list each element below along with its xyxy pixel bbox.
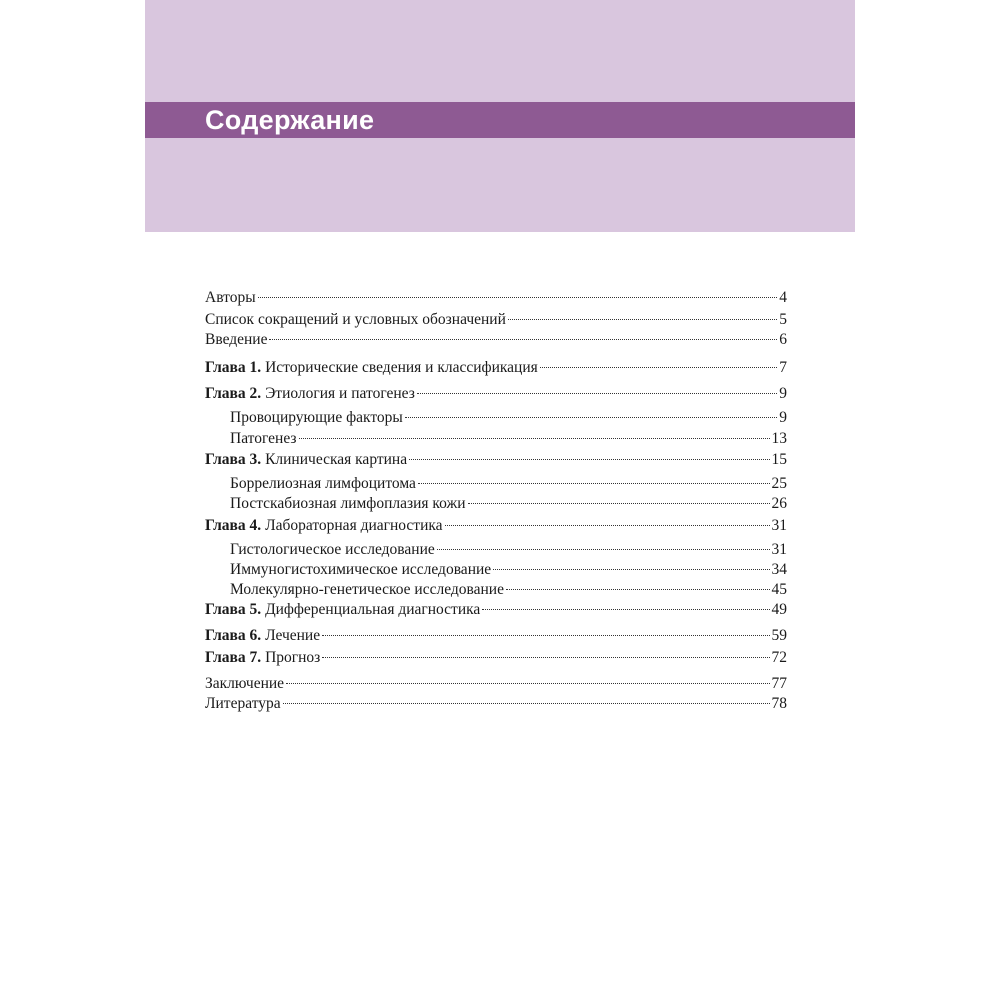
- book-page: [145, 0, 855, 1000]
- toc-page-number: 34: [771, 561, 787, 578]
- toc-label: [205, 384, 415, 404]
- toc-page-number: 31: [771, 541, 787, 558]
- toc-page-number: 4: [779, 289, 787, 306]
- toc-label: [205, 626, 320, 646]
- leader-dots: [409, 458, 769, 460]
- toc-page-number: 77: [771, 675, 787, 692]
- leader-dots: [286, 682, 769, 684]
- leader-dots: [508, 318, 777, 320]
- leader-dots: [269, 338, 777, 340]
- title-band: [145, 102, 855, 138]
- toc-label: Заключение: [205, 675, 285, 692]
- leader-dots: [493, 568, 769, 570]
- toc-page-number: 45: [771, 581, 787, 598]
- toc-label: [205, 450, 407, 470]
- chapter-title: Этиология и патогенез: [265, 385, 415, 402]
- toc-entry-immunohistochemistry[interactable]: [205, 560, 787, 580]
- toc-label: Постскабиозная лимфоплазия кожи: [230, 495, 466, 512]
- leader-dots: [283, 702, 770, 704]
- leader-dots: [299, 437, 770, 439]
- toc-entry-histology[interactable]: [205, 540, 787, 560]
- leader-dots: [322, 656, 769, 658]
- toc-label: Авторы: [205, 289, 256, 306]
- toc-page-number: 78: [771, 695, 787, 712]
- chapter-title: Исторические сведения и классификация: [265, 359, 538, 376]
- leader-dots: [258, 296, 778, 298]
- toc-page-number: 26: [771, 495, 787, 512]
- toc-label: [205, 358, 538, 378]
- chapter-number: Глава 1.: [205, 359, 262, 376]
- toc-entry-provoking-factors[interactable]: [205, 408, 787, 428]
- toc-page-number: 15: [771, 451, 787, 468]
- chapter-title: Лечение: [265, 627, 321, 644]
- chapter-number: Глава 3.: [205, 451, 262, 468]
- toc-page-number: 59: [771, 627, 787, 644]
- toc-page-number: 25: [771, 475, 787, 492]
- page-title: Содержание: [205, 105, 375, 135]
- toc-label: Молекулярно-генетическое исследование: [230, 581, 504, 598]
- toc-label: Боррелиозная лимфоцитома: [230, 475, 416, 492]
- toc-entry-chapter-2[interactable]: [205, 384, 787, 404]
- toc-entry-authors[interactable]: [205, 288, 787, 308]
- toc-page-number: 49: [771, 601, 787, 618]
- leader-dots: [322, 634, 769, 636]
- toc-label: [205, 648, 320, 668]
- chapter-title: Прогноз: [265, 649, 321, 666]
- toc-label: Введение: [205, 331, 268, 348]
- toc-entry-chapter-1[interactable]: [205, 358, 787, 378]
- leader-dots: [482, 608, 769, 610]
- toc-entry-literature[interactable]: [205, 694, 787, 714]
- toc-entry-conclusion[interactable]: [205, 674, 787, 694]
- toc-label: Список сокращений и условных обозначений: [205, 311, 506, 328]
- chapter-number: Глава 7.: [205, 649, 262, 666]
- leader-dots: [417, 392, 777, 394]
- toc-entry-chapter-6[interactable]: [205, 626, 787, 646]
- chapter-title: Дифференциальная диагностика: [265, 601, 481, 618]
- toc-label: Гистологическое исследование: [230, 541, 435, 558]
- toc-page-number: 6: [779, 331, 787, 348]
- toc-entry-chapter-3[interactable]: [205, 450, 787, 470]
- toc-label: [205, 600, 480, 620]
- leader-dots: [506, 588, 770, 590]
- leader-dots: [540, 366, 777, 368]
- leader-dots: [468, 502, 770, 504]
- toc-label: [205, 516, 443, 536]
- toc-entry-postscabies-lymphoplasia[interactable]: [205, 494, 787, 514]
- toc-page-number: 72: [771, 649, 787, 666]
- chapter-number: Глава 5.: [205, 601, 262, 618]
- chapter-number: Глава 2.: [205, 385, 262, 402]
- toc-label: Провоцирующие факторы: [230, 409, 403, 426]
- toc-entry-pathogenesis[interactable]: [205, 429, 787, 449]
- toc-page-number: 13: [771, 430, 787, 447]
- chapter-title: Клиническая картина: [265, 451, 408, 468]
- toc-entry-borrelial-lymphocytoma[interactable]: [205, 474, 787, 494]
- toc-label: Патогенез: [230, 430, 297, 447]
- toc-page-number: 31: [771, 517, 787, 534]
- leader-dots: [437, 548, 770, 550]
- chapter-number: Глава 6.: [205, 627, 262, 644]
- toc-entry-chapter-5[interactable]: [205, 600, 787, 620]
- toc-entry-abbreviations[interactable]: [205, 310, 787, 330]
- toc-entry-molecular-genetics[interactable]: [205, 580, 787, 600]
- leader-dots: [445, 524, 770, 526]
- leader-dots: [405, 416, 777, 418]
- toc-page-number: 7: [779, 359, 787, 376]
- chapter-number: Глава 4.: [205, 517, 262, 534]
- toc-label: Иммуногистохимическое исследование: [230, 561, 492, 578]
- toc-page-number: 9: [779, 409, 787, 426]
- toc-label: Литература: [205, 695, 281, 712]
- toc-entry-chapter-7[interactable]: [205, 648, 787, 668]
- leader-dots: [418, 482, 770, 484]
- toc-entry-chapter-4[interactable]: [205, 516, 787, 536]
- toc-entry-introduction[interactable]: [205, 330, 787, 350]
- header-block: [145, 0, 855, 232]
- chapter-title: Лабораторная диагностика: [265, 517, 443, 534]
- toc-page-number: 9: [779, 385, 787, 402]
- toc-page-number: 5: [779, 311, 787, 328]
